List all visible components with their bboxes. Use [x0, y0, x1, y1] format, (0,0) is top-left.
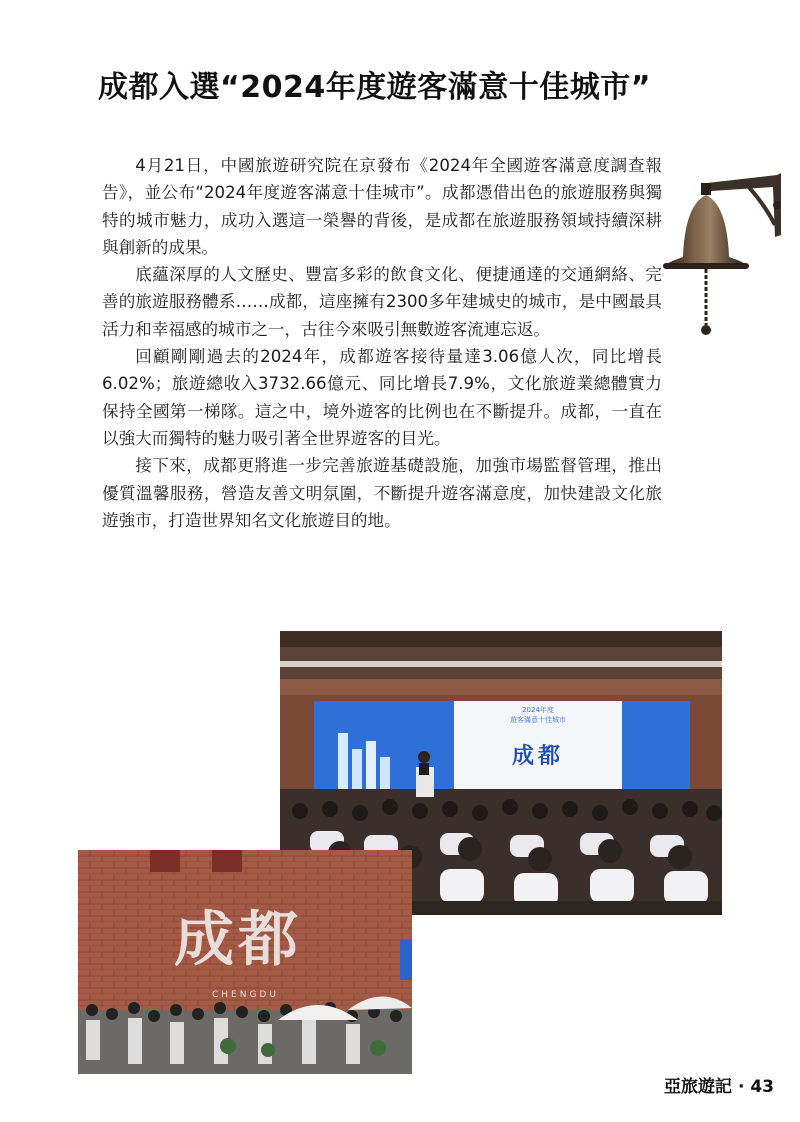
screen-line-2: 遊客滿意十佳城市: [510, 716, 566, 724]
paragraph-1: 4月21日，中國旅遊研究院在京發布《2024年全國遊客滿意度調查報告》，並公布“2024年度遊客滿意十佳城市”。成都憑借出色的旅遊服務與獨特的城市魅力，成功入選這一榮譽的背後，是成都在旅遊服務領域持續深耕與創新的成果。: [102, 156, 662, 257]
paragraph-4: 接下來，成都更將進一步完善旅遊基礎設施，加強市場監督管理，推出優質溫馨服務，營造友善文明氛圍，不斷提升遊客滿意度，加快建設文化旅遊強市，打造世界知名文化旅遊目的地。: [102, 456, 662, 530]
article-body: [102, 152, 662, 534]
street-photo: [78, 850, 412, 1074]
paragraph-3: 回顧剛剛過去的2024年，成都遊客接待量達3.06億人次，同比增長6.02%；旅遊總收入3732.66億元、同比增長7.9%，文化旅遊業總體實力保持全國第一梯隊。這之中，境外遊客的比例也在不斷提升。成都，一直在以強大而獨特的魅力吸引著全世界遊客的目光。: [102, 347, 662, 448]
paragraph-2: 底蘊深厚的人文歷史、豐富多彩的飲食文化、便捷通達的交通網絡、完善的旅遊服務體系……成都，這座擁有2300多年建城史的城市，是中國最具活力和幸福感的城市之一，古往今來吸引無數遊客流連忘返。: [102, 265, 662, 339]
bell-illustration: [655, 165, 785, 345]
screen-line-1: 2024年度: [522, 706, 554, 714]
wall-text: 成都: [174, 905, 302, 975]
screen-city: 成都: [511, 744, 564, 769]
page-footer: 亞旅遊記 · 43: [664, 1077, 774, 1097]
article-title: 成都入選“2024年度遊客滿意十佳城市”: [98, 70, 651, 105]
wall-subtext: CHENGDU: [212, 990, 279, 1000]
